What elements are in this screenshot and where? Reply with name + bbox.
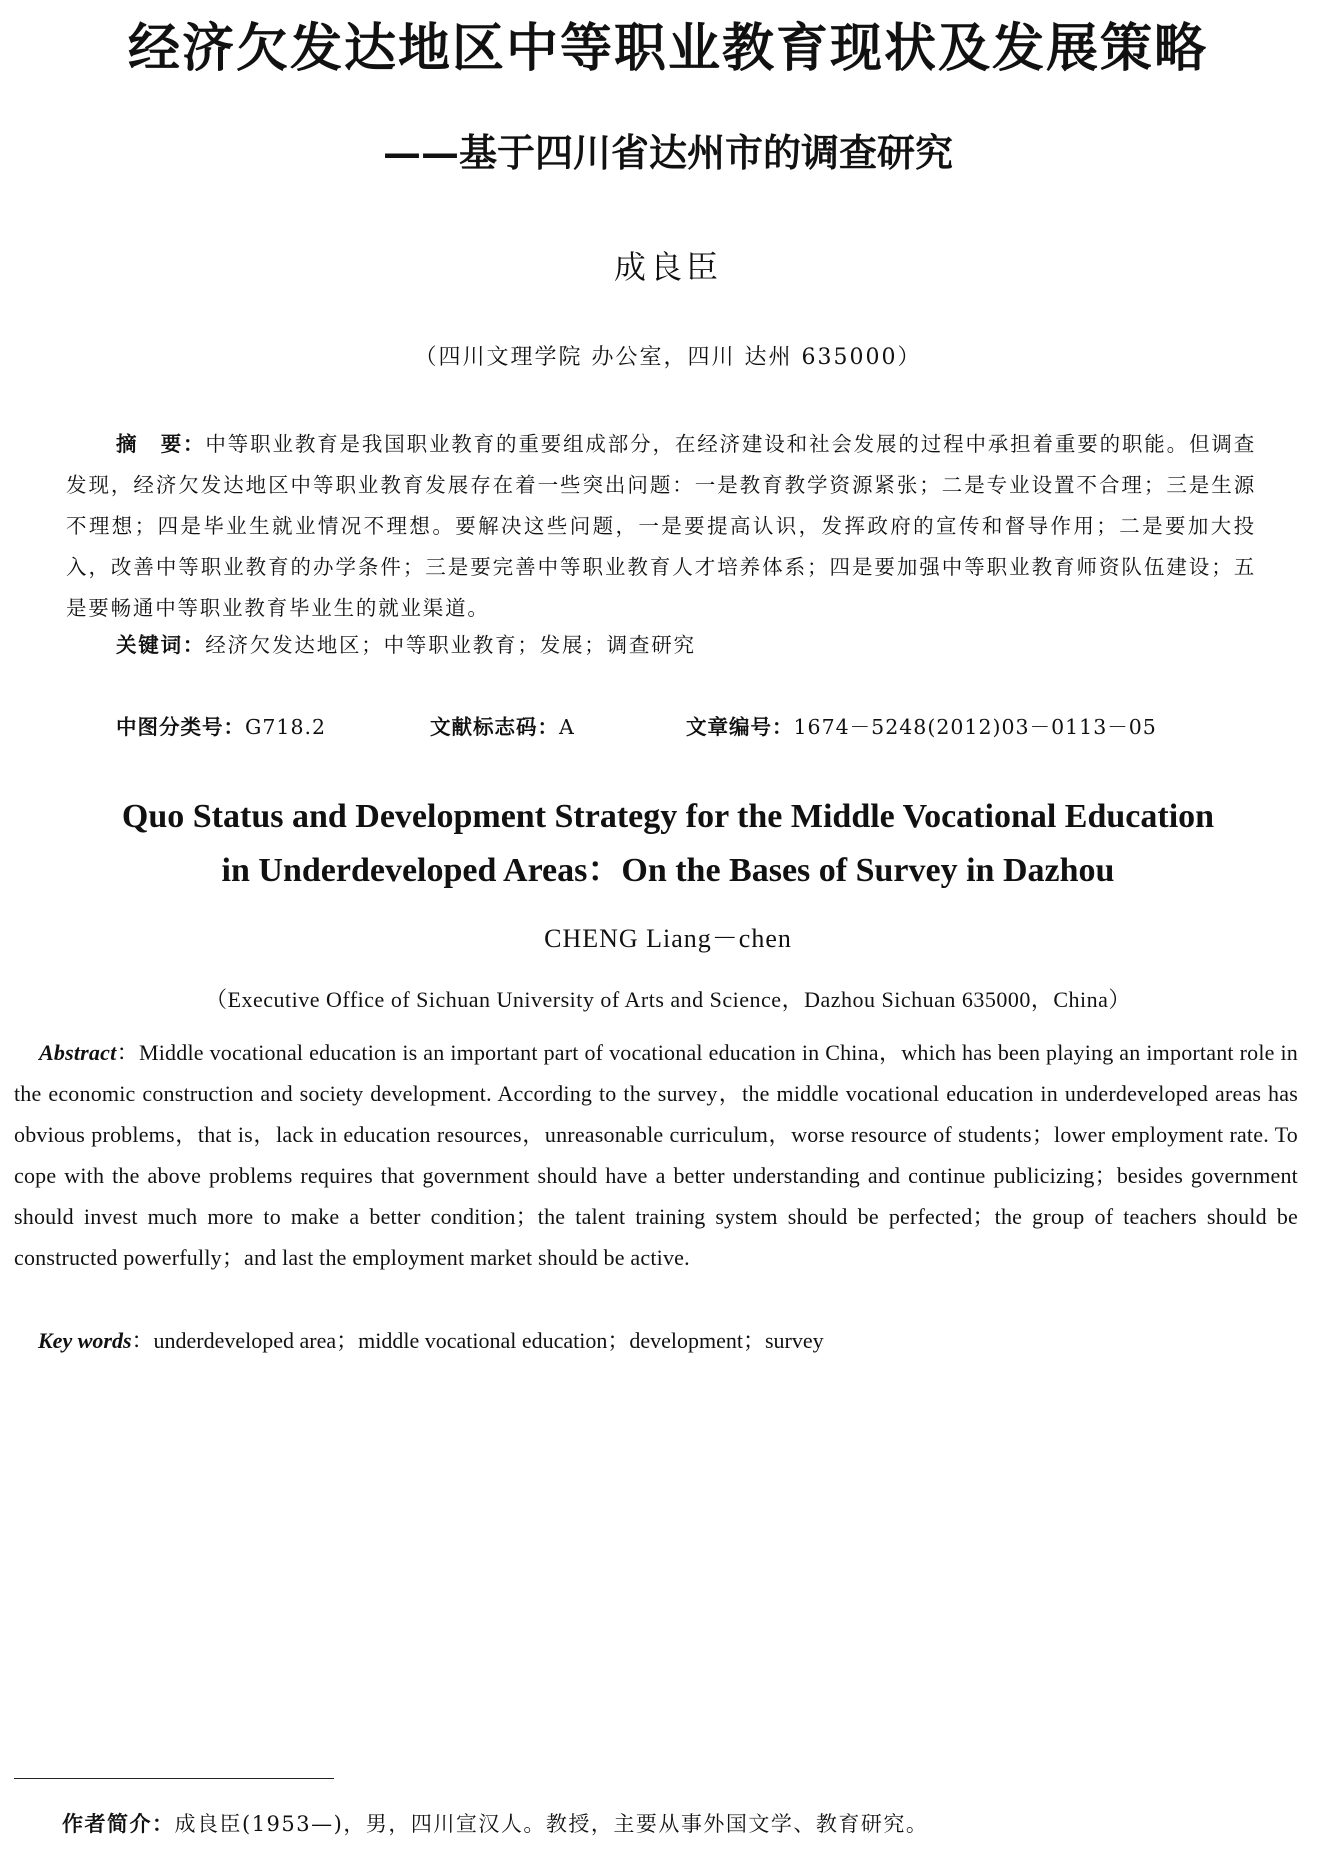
article-number — [686, 710, 1157, 740]
author-footnote — [62, 1808, 1292, 1838]
document-code — [430, 710, 575, 740]
article-no-value: 1674－5248(2012)03－0113－05 — [793, 715, 1157, 739]
footnote-label: 作者简介： — [62, 1812, 175, 1836]
english-abstract-label: Abstract — [39, 1040, 117, 1065]
clc-label: 中图分类号： — [116, 715, 245, 739]
chinese-subtitle: ——基于四川省达州市的调查研究 — [382, 130, 953, 175]
chinese-author: 成良臣 — [613, 248, 722, 286]
footnote-text: 成良臣(1953—)，男，四川宣汉人。教授，主要从事外国文学、教育研究。 — [174, 1812, 929, 1836]
english-affiliation: （Executive Office of Sichuan University of Arts and Science，Dazhou Sichuan 635000，China） — [205, 987, 1131, 1012]
chinese-keywords-text: 经济欠发达地区；中等职业教育；发展；调查研究 — [205, 633, 696, 657]
clc-number — [116, 710, 326, 740]
english-keywords — [38, 1324, 1298, 1355]
english-keywords-text: ：underdeveloped area；middle vocational education；development；survey — [131, 1328, 824, 1353]
english-author: CHENG Liang－chen — [544, 924, 792, 953]
english-title — [0, 790, 1336, 898]
classification-row — [116, 710, 1256, 744]
chinese-affiliation: （四川文理学院 办公室，四川 达州 635000） — [414, 345, 922, 370]
chinese-abstract — [66, 424, 1256, 629]
footnote-divider — [14, 1778, 334, 1779]
english-title-line-2: in Underdeveloped Areas：On the Bases of Survey in Dazhou — [221, 852, 1115, 889]
english-abstract-text: ：Middle vocational education is an important part of vocational education in China，which has been playing an important role in the economic construction and society development. According to the survey，the middle vocational education in underdeveloped areas has obvious problems，that is，lack in education resources，unreasonable curriculum，worse resource of students；lower employment rate. To cope with the above problems requires that government should have a better understanding and continue publicizing；besides government should invest much more to make a better condition；the talent training system should be perfected；the group of teachers should be constructed powerfully；and last the employment market should be active. — [14, 1040, 1298, 1270]
chinese-keywords-label: 关键词： — [116, 633, 206, 657]
clc-value: G718.2 — [245, 715, 327, 739]
english-keywords-label: Key words — [38, 1328, 132, 1353]
english-title-line-1: Quo Status and Development Strategy for the Middle Vocational Education — [121, 798, 1215, 835]
doc-code-value: A — [559, 715, 575, 739]
chinese-abstract-label: 摘 要： — [116, 432, 206, 456]
doc-code-label: 文献标志码： — [430, 715, 559, 739]
chinese-title: 经济欠发达地区中等职业教育现状及发展策略 — [127, 18, 1208, 79]
english-abstract — [14, 1032, 1298, 1278]
chinese-abstract-text: 中等职业教育是我国职业教育的重要组成部分，在经济建设和社会发展的过程中承担着重要的职能。但调查发现，经济欠发达地区中等职业教育发展存在着一些突出问题：一是教育教学资源紧张；二是专业设置不合理；三是生源不理想；四是毕业生就业情况不理想。要解决这些问题，一是要提高认识，发挥政府的宣传和督导作用；二是要加大投入，改善中等职业教育的办学条件；三是要完善中等职业教育人才培养体系；四是要加强中等职业教育师资队伍建设；五是要畅通中等职业教育毕业生的就业渠道。 — [66, 432, 1256, 620]
chinese-keywords — [116, 628, 1256, 658]
article-no-label: 文章编号： — [686, 715, 794, 739]
